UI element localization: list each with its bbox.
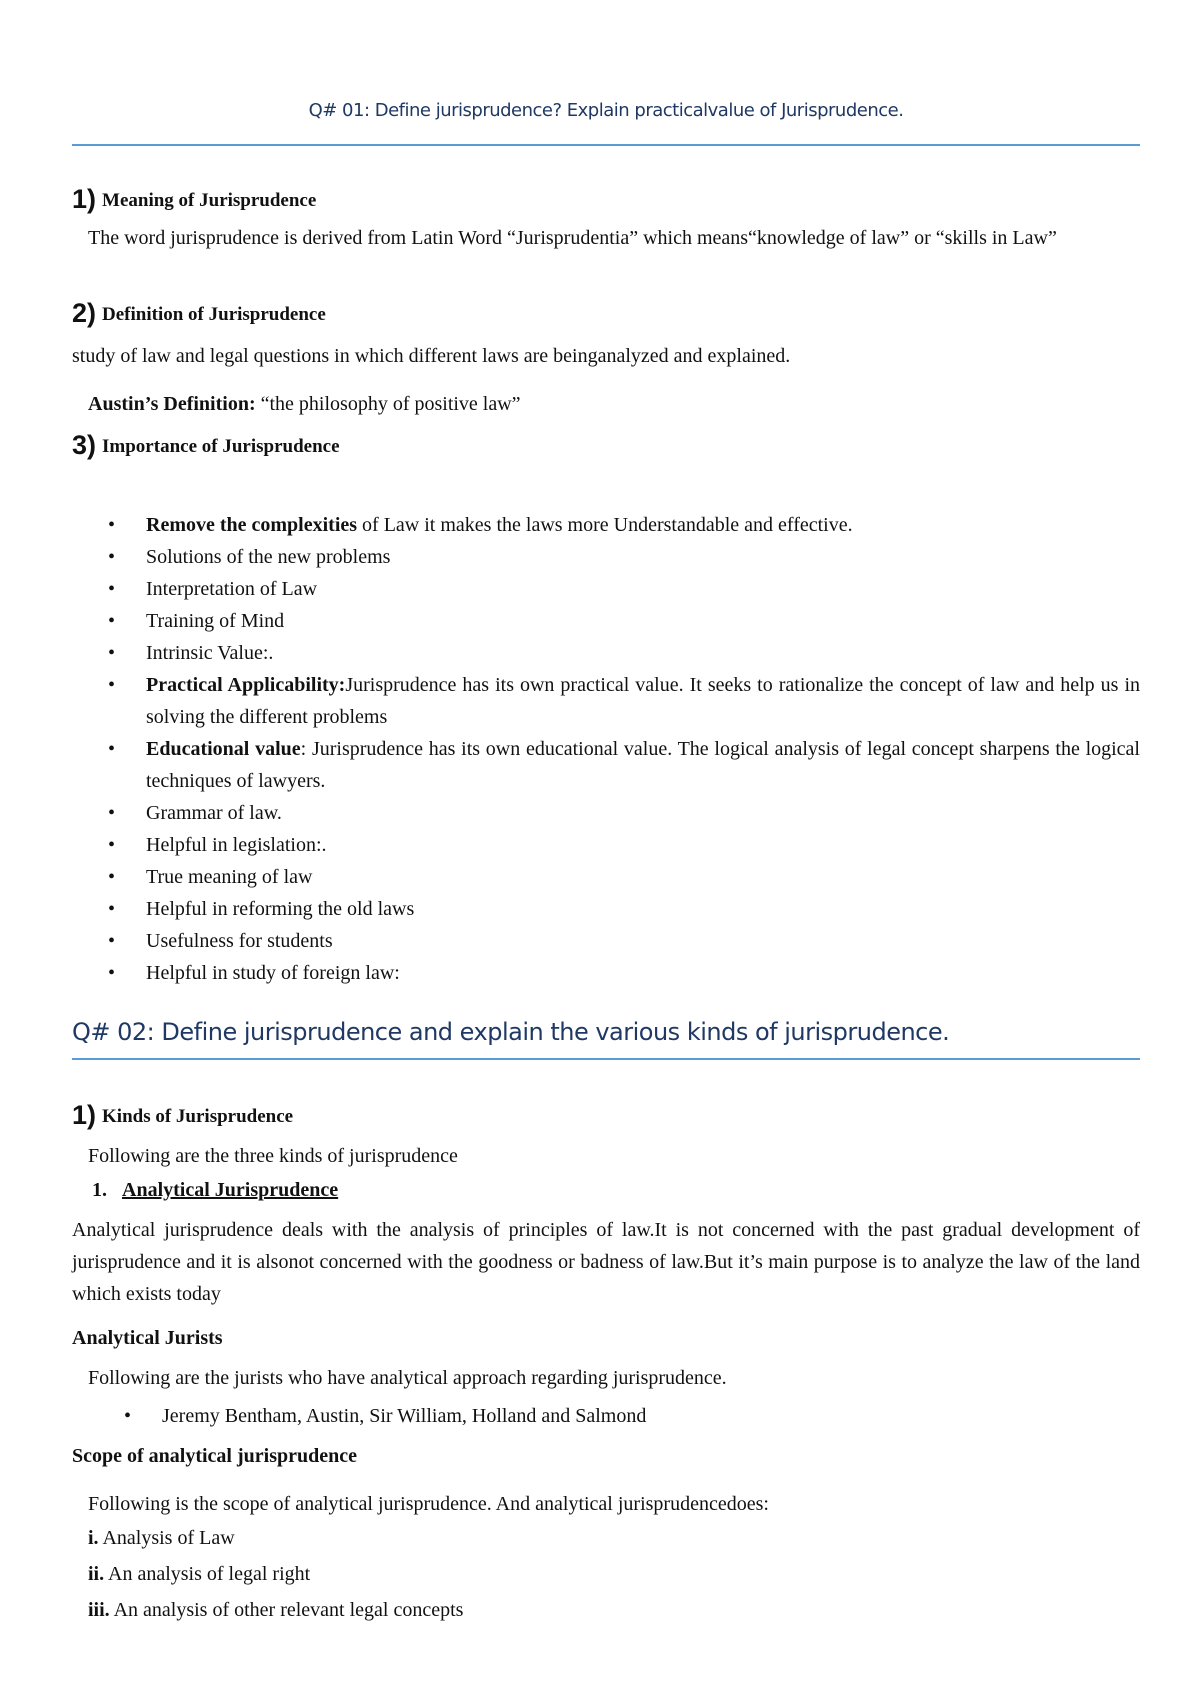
scope-item: iii. An analysis of other relevant legal concepts: [88, 1599, 464, 1621]
q1-section-definition: [72, 298, 326, 329]
importance-list: [108, 509, 1140, 989]
section-title: Importance of Jurisprudence: [102, 436, 340, 457]
list-item: • Helpful in study of foreign law:: [108, 957, 1140, 989]
q1-section-importance: [72, 430, 340, 461]
list-item: • Helpful in legislation:.: [108, 829, 1140, 861]
heading-title: Analytical Jurisprudence: [122, 1179, 339, 1201]
list-item: • True meaning of law: [108, 861, 1140, 893]
list-item: • Interpretation of Law: [108, 573, 1140, 605]
austin-label: Austin’s Definition:: [88, 393, 256, 415]
section-number: 2): [72, 298, 97, 328]
list-item: • Practical Applicability:Jurisprudence has its own practical value. It seeks to rationalize the concept of law and help us in solving the different problems: [108, 669, 1140, 733]
list-item: • Solutions of the new problems: [108, 541, 1140, 573]
austin-definition: [88, 388, 1140, 420]
jurists-list: [124, 1400, 1140, 1432]
scope-item: i. Analysis of Law: [88, 1527, 235, 1549]
heading-number: 1.: [92, 1179, 107, 1201]
q1-heading-rule: [72, 144, 1140, 146]
list-item: • Training of Mind: [108, 605, 1140, 637]
list-item: • Jeremy Bentham, Austin, Sir William, Holland and Salmond: [124, 1400, 1140, 1432]
list-item: • Remove the complexities of Law it makes the laws more Understandable and effective.: [108, 509, 1140, 541]
list-item: • Helpful in reforming the old laws: [108, 893, 1140, 925]
q1-heading: Q# 01: Define jurisprudence? Explain practicalvalue of Jurisprudence.: [308, 100, 904, 121]
meaning-paragraph: The word jurisprudence is derived from Latin Word “Jurisprudentia” which means“knowledge of law” or “skills in Law”: [88, 227, 1057, 249]
definition-paragraph: study of law and legal questions in which different laws are beinganalyzed and explained.: [72, 345, 791, 367]
analytical-jurists-title: Analytical Jurists: [72, 1327, 223, 1349]
kinds-intro: Following are the three kinds of jurisprudence: [88, 1145, 458, 1167]
austin-text: “the philosophy of positive law”: [255, 393, 521, 415]
analytical-jurists-intro: Following are the jurists who have analytical approach regarding jurisprudence.: [88, 1367, 727, 1389]
list-item: • Usefulness for students: [108, 925, 1140, 957]
scope-title: Scope of analytical jurisprudence: [72, 1445, 357, 1467]
analytical-jurisprudence-heading: [92, 1174, 1092, 1206]
list-item: • Grammar of law.: [108, 797, 1140, 829]
section-title: Definition of Jurisprudence: [102, 304, 326, 325]
q2-section-kinds: [72, 1100, 293, 1131]
section-title: Meaning of Jurisprudence: [102, 190, 317, 211]
scope-item: ii. An analysis of legal right: [88, 1563, 311, 1585]
list-item: • Intrinsic Value:.: [108, 637, 1140, 669]
scope-intro: Following is the scope of analytical jurisprudence. And analytical jurisprudencedoes:: [88, 1493, 769, 1515]
section-number: 1): [72, 184, 97, 214]
q2-heading: Q# 02: Define jurisprudence and explain the various kinds of jurisprudence.: [72, 1018, 950, 1046]
q2-heading-rule: [72, 1058, 1140, 1060]
q1-section-meaning: [72, 184, 316, 215]
section-title: Kinds of Jurisprudence: [102, 1106, 294, 1127]
list-item: • Educational value: Jurisprudence has its own educational value. The logical analysis of legal concept sharpens the logical techniques of lawyers.: [108, 733, 1140, 797]
section-number: 3): [72, 430, 97, 460]
section-number: 1): [72, 1100, 97, 1130]
analytical-paragraph: Analytical jurisprudence deals with the analysis of principles of law.It is not concerned with the past gradual development of jurisprudence and it is alsonot concerned with the goodness or badness of law.But it’s main purpose is to analyze the law of the land which exists today: [72, 1219, 1140, 1305]
